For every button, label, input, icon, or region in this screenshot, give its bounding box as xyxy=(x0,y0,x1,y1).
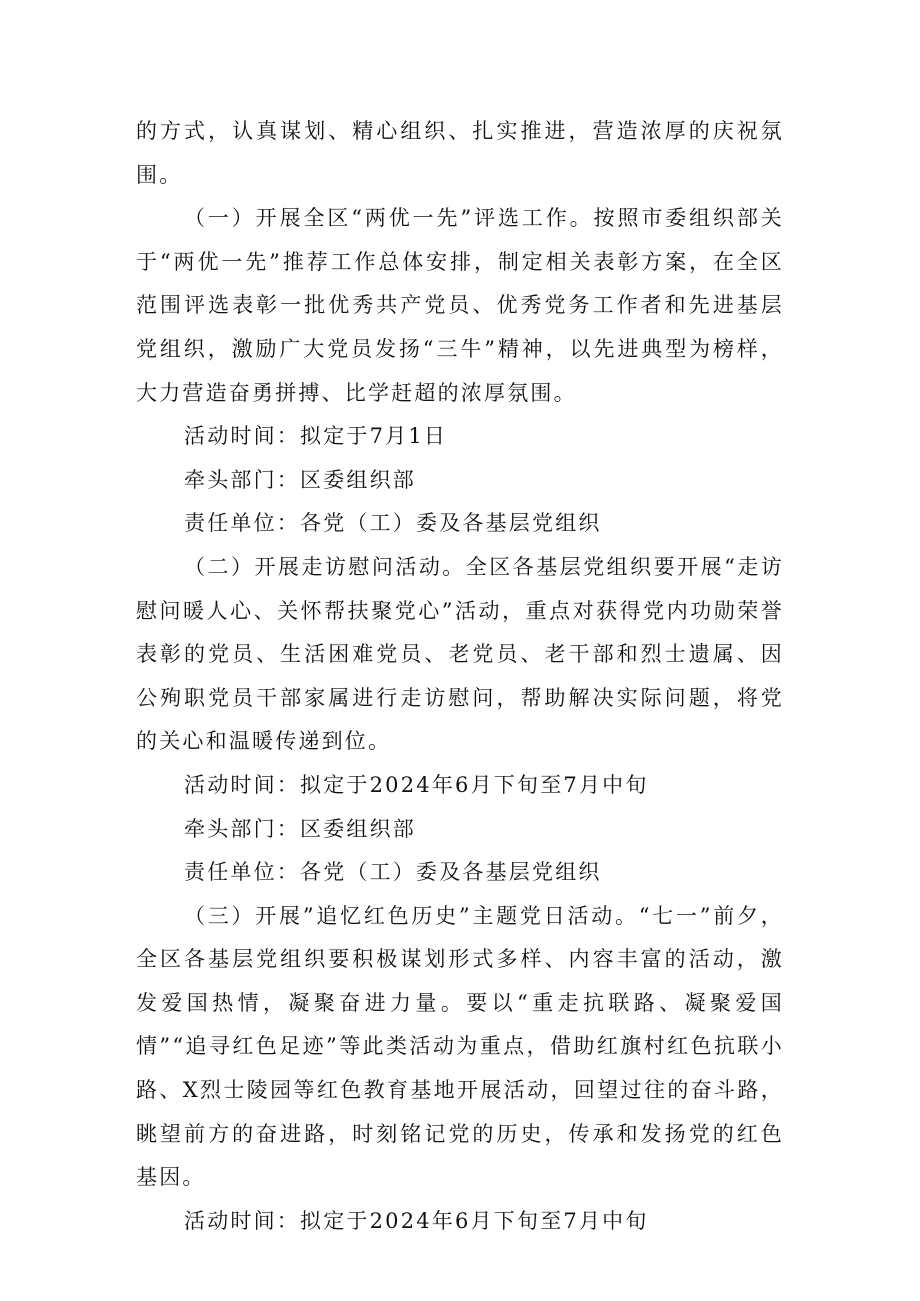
section-two-activity-time: 活动时间：拟定于2024年6月下旬至7月中旬 xyxy=(184,772,649,797)
intro-continuation-paragraph: 的方式，认真谋划、精心组织、扎实推进，营造浓厚的庆祝氛围。 xyxy=(136,119,784,187)
section-two-responsible-units: 责任单位：各党（工）委及各基层党组织 xyxy=(184,860,602,885)
section-one-lead-department: 牵头部门：区委组织部 xyxy=(184,467,416,492)
document-body xyxy=(136,110,784,1243)
section-two-paragraph: （二）开展走访慰问活动。全区各基层党组织要开展“走访慰问暖人心、关怀帮扶聚党心”活动，重点对获得党内功勋荣誉表彰的党员、生活困难党员、老党员、老干部和烈士遗属、因公殉职党员干部家属进行走访慰问，帮助解决实际问题，将党的关心和温暖传递到位。 xyxy=(136,554,784,754)
section-two-lead-department: 牵头部门：区委组织部 xyxy=(184,816,416,841)
section-three-paragraph: （三）开展”追忆红色历史”主题党日活动。“七一”前夕，全区各基层党组织要积极谋划形式多样、内容丰富的活动，激发爱国热情，凝聚奋进力量。要以“重走抗联路、凝聚爱国情”“追寻红色足迹”等此类活动为重点，借助红旗村红色抗联小路、X烈士陵园等红色教育基地开展活动，回望过往的奋斗路，眺望前方的奋进路，时刻铭记党的历史，传承和发扬党的红色基因。 xyxy=(136,903,784,1190)
section-one-responsible-units: 责任单位：各党（工）委及各基层党组织 xyxy=(184,511,602,536)
section-one-paragraph: （一）开展全区“两优一先”评选工作。按照市委组织部关于“两优一先”推荐工作总体安排，制定相关表彰方案，在全区范围评选表彰一批优秀共产党员、优秀党务工作者和先进基层党组织，激励广大党员发扬“三牛”精神，以先进典型为榜样，大力营造奋勇拼搏、比学赶超的浓厚氛围。 xyxy=(136,206,784,405)
section-one-activity-time: 活动时间：拟定于7月1日 xyxy=(184,424,448,449)
section-three-activity-time: 活动时间：拟定于2024年6月下旬至7月中旬 xyxy=(184,1208,649,1233)
